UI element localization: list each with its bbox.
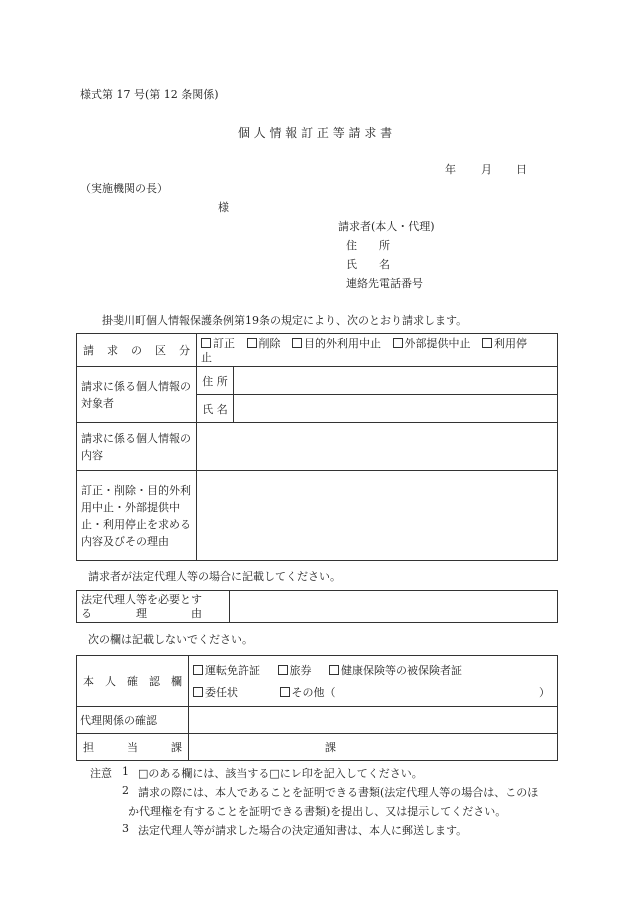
category-label-cell <box>77 334 197 367</box>
agent-reason-label <box>77 591 230 623</box>
agent-reason-line1: 法定代理人等を必要とす <box>81 592 202 606</box>
date-month: 月 <box>481 163 492 176</box>
checkbox-insurance[interactable]: 健康保険等の被保険者証 <box>329 664 462 677</box>
checkbox-proxy[interactable]: 委任状 <box>193 686 238 699</box>
note-3-num: 3 <box>122 822 129 835</box>
checkbox-correct[interactable]: 訂正 <box>201 337 235 350</box>
checkbox-stop-provision[interactable]: 外部提供中止 <box>393 337 471 350</box>
subject-name-label: 氏 名 <box>197 395 234 423</box>
intro-text: 掛斐川町個人情報保護条例第19条の規定により、次のとおり請求します。 <box>102 314 468 327</box>
identity-docs <box>189 656 558 707</box>
subject-address-label: 住 所 <box>197 367 234 395</box>
name-label: 氏 名 <box>346 258 390 271</box>
checkbox-passport[interactable]: 旅券 <box>278 664 312 677</box>
subject-name-field[interactable] <box>234 395 558 423</box>
identity-label-cell <box>77 656 189 707</box>
category-label: 請 求 の 区 分 <box>83 344 190 357</box>
content-field[interactable] <box>197 423 558 471</box>
identity-label: 本 人 確 認 欄 <box>83 675 182 688</box>
agent-check-label: 代理関係の確認 <box>77 707 189 734</box>
agent-reason-line2: る 理 由 <box>81 606 202 620</box>
note-1-num: 1 <box>122 765 129 778</box>
agent-note: 請求者が法定代理人等の場合に記載してください。 <box>88 570 341 583</box>
note-2-continued: か代理権を有することを証明できる書類)を提出し、又は提示してください。 <box>128 805 507 818</box>
other-close-paren: ） <box>539 686 550 699</box>
checkbox-delete[interactable]: 削除 <box>247 337 281 350</box>
document-title: 個 人 情 報 訂 正 等 請 求 書 <box>237 126 393 140</box>
note-2-text: 請求の際には、本人であることを証明できる書類(法定代理人等の場合は、このほ <box>138 786 539 799</box>
addressee: （実施機関の長） <box>80 182 168 195</box>
staff-section: 課 <box>189 734 558 761</box>
subject-address-field[interactable] <box>234 367 558 395</box>
date-year: 年 <box>445 163 456 176</box>
note-2-num: 2 <box>122 784 129 797</box>
checkbox-stop-purpose[interactable]: 目的外利用中止 <box>292 337 381 350</box>
checkbox-license[interactable]: 運転免許証 <box>193 664 260 677</box>
request-table <box>76 333 558 561</box>
checkbox-stop-use[interactable]: 利用停 <box>482 337 527 350</box>
office-table <box>76 655 558 761</box>
date-day: 日 <box>516 163 527 176</box>
phone-label: 連絡先電話番号 <box>346 277 423 290</box>
reason-label: 訂正・削除・目的外利用中止・外部提供中止・利用停止を求める内容及びその理由 <box>77 471 197 561</box>
notes-label: 注意 <box>90 767 112 780</box>
content-label: 請求に係る個人情報の内容 <box>77 423 197 471</box>
agent-reason-field[interactable] <box>230 591 558 623</box>
agent-check-field[interactable] <box>189 707 558 734</box>
staff-label: 担 当 課 <box>77 734 189 761</box>
office-note: 次の欄は記載しないでください。 <box>88 633 253 646</box>
address-label: 住 所 <box>346 239 390 252</box>
agent-table <box>76 590 558 623</box>
requester-label: 請求者(本人・代理) <box>338 220 435 233</box>
sama-suffix: 様 <box>218 201 229 214</box>
form-number: 様式第 17 号(第 12 条関係) <box>80 88 219 101</box>
category-options <box>197 334 558 367</box>
note-3-text: 法定代理人等が請求した場合の決定通知書は、本人に郵送します。 <box>138 824 468 837</box>
category-wrap-text: 止 <box>201 351 212 364</box>
reason-field[interactable] <box>197 471 558 561</box>
note-1-text: □のある欄には、該当する□にレ印を記入してください。 <box>138 767 423 780</box>
subject-label: 請求に係る個人情報の対象者 <box>77 367 197 423</box>
checkbox-other[interactable]: その他（ <box>280 686 336 699</box>
